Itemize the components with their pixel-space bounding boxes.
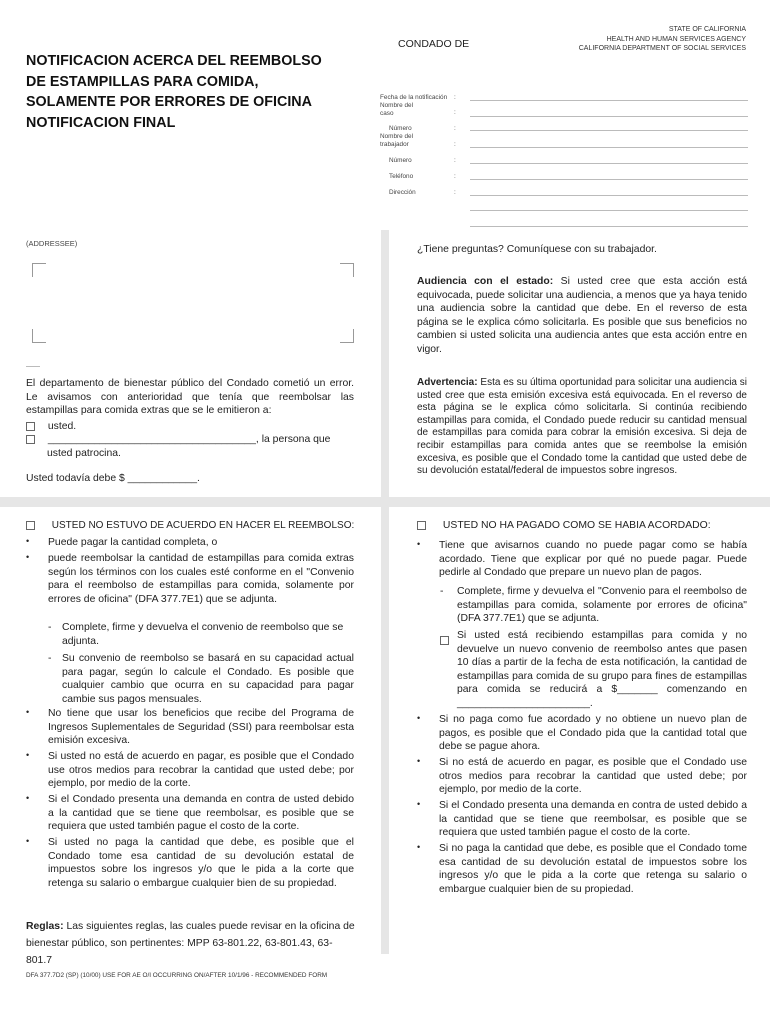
checkbox-reduccion-wrap[interactable] <box>440 632 449 650</box>
audiencia-heading: Audiencia con el estado: <box>417 276 554 287</box>
right-bullet-2: Si no paga como fue acordado y no obtiene un nuevo plan de pagos, es posible que el Condado pida que la cantidad total que debe se pague ahora. <box>439 714 747 753</box>
field-colon: : <box>454 173 456 180</box>
form-footer: DFA 377.7D2 (SP) (10/00) USE FOR AE O/I OCCURRING ON/AFTER 10/1/96 - RECOMMENDED FORM <box>26 972 328 979</box>
field-label: Teléfono <box>389 173 414 180</box>
title-line-1: NOTIFICACION ACERCA DEL REEMBOLSO <box>26 53 322 69</box>
field-nombre-trabajador[interactable] <box>380 133 748 153</box>
condado-label: CONDADO DE <box>398 38 470 50</box>
field-label: Nombre del caso <box>380 102 414 117</box>
right-bullet-5: Si no paga la cantidad que debe, es posible que el Condado tome esa cantidad de su devolución estatal de impuestos sobre los ingresos y/o que le pida a la corte que retenga su salario o embargue cualquier bien de su propiedad. <box>439 843 747 895</box>
right-dash-1: Complete, firme y devuelva el "Convenio para el reembolso de estampillas para comida, solamente por errores de oficina" (DFA 377.7E1) que se adjunta. <box>457 586 747 625</box>
field-colon: : <box>454 141 456 148</box>
right-bullet-1: Tiene que avisarnos cuando no puede pagar como se había acordado. Tiene que explicar por qué no puede pagar. Puede pedirle al Condado que prepare un nuevo plan de pagos. <box>439 540 747 579</box>
left-bullet-6: Si usted no paga la cantidad que debe, es posible que el Condado tome esa cantidad de su devolución estatal de impuestos sobre los ingresos y/o que le pida a la corte que retenga su salario o embargue cualquier bien de su propiedad. <box>48 837 354 889</box>
tick-mark <box>26 366 40 367</box>
audiencia-paragraph <box>417 275 747 357</box>
field-label: Número <box>389 157 412 164</box>
left-bullet-2: puede reembolsar la cantidad de estampillas para comida extras según los términos con los cuales esté conforme en el "Convenio para el reembolso de estampillas para comida, solamente por errores de oficina" (DFA 377.7E1) que se adjunta. <box>48 553 354 605</box>
agency-line-cdss: CALIFORNIA DEPARTMENT OF SOCIAL SERVICES <box>578 45 746 52</box>
usted-debe: Usted todavía debe $ ____________. <box>26 473 200 484</box>
field-label: Fecha de la notificación <box>380 94 448 101</box>
option-persona-cont: usted patrocina. <box>47 448 121 459</box>
bullet-icon: • <box>417 713 421 723</box>
audiencia-text: Si usted cree que esta acción está equivocada, puede solicitar una audiencia, a menos que ya haya tenido una audiencia sobre la cantidad que debe. En el reverso de esta página se le explica cómo solicitarla. Es posible que sus beneficios no cambien si usted solicita una audiencia antes que esta acción entre en vigor. <box>417 276 748 355</box>
checkbox-no-acuerdo[interactable] <box>26 521 35 530</box>
field-telefono[interactable] <box>380 173 748 185</box>
bullet-icon: • <box>417 539 421 549</box>
field-line <box>470 130 748 131</box>
bullet-icon: • <box>26 552 30 562</box>
checkbox-no-pagado[interactable] <box>417 521 426 530</box>
agency-header <box>579 25 746 54</box>
field-label: Número <box>389 125 412 132</box>
agency-line-state: STATE OF CALIFORNIA <box>668 26 746 33</box>
left-dash-2: Su convenio de reembolso se basará en su capacidad actual para pagar, según lo calcule el Condado. Es posible que cualquier cambio que ocurra en su capacidad para pagar cambie sus pagos mensuales. <box>62 653 354 705</box>
bullet-icon: • <box>417 799 421 809</box>
field-nombre-caso[interactable] <box>380 102 748 122</box>
field-colon: : <box>454 94 456 101</box>
field-colon: : <box>454 157 456 164</box>
section-divider <box>0 497 770 507</box>
column-divider <box>381 230 389 954</box>
bullet-icon: • <box>417 756 421 766</box>
advertencia-text: Esta es su última oportunidad para solicitar una audiencia si usted cree que esta emisión excesiva está equivocada. En el reverso de esta página se le explica cómo solicitarla. Si continúa recibiendo estampillas para comida, el Condado puede reducir su cantidad mensual de estampillas para comida para cobrar la emisión excesiva. Si deja de recibir estampillas para comida antes que se reembolse la emisión excesiva, es posible que el Condado tome la cantidad que usted debe de su devolución estatal/federal de impuestos sobre ingresos. <box>417 377 748 477</box>
corner-mark <box>32 263 46 277</box>
departamento-paragraph: El departamento de bienestar público del Condado cometió un error. Le avisamos con anterioridad que tenía que reembolsar las estampillas para comida extras que se le emitieron a: <box>26 378 354 417</box>
bullet-icon: • <box>26 536 30 546</box>
advertencia-paragraph <box>417 377 747 478</box>
address-window <box>32 263 354 343</box>
reglas-text: Las siguientes reglas, las cuales puede revisar en la oficina de bienestar público, son pertinentes: MPP 63-801.22, 63-801.43, 63-801.7 <box>26 921 355 966</box>
field-line <box>470 179 748 180</box>
checkbox-reduccion[interactable] <box>440 636 449 645</box>
bullet-icon: • <box>26 836 30 846</box>
field-colon: : <box>454 125 456 132</box>
dash-icon: - <box>440 586 444 597</box>
field-line <box>470 147 748 148</box>
direccion-line-3 <box>470 226 748 227</box>
reglas-heading: Reglas: <box>26 921 64 932</box>
form-title <box>26 51 356 133</box>
agency-line-hhs: HEALTH AND HUMAN SERVICES AGENCY <box>606 35 746 43</box>
field-label: Nombre del trabajador <box>380 133 414 148</box>
right-checkbox-heading: USTED NO HA PAGADO COMO SE HABIA ACORDADO: <box>442 520 711 531</box>
right-checkbox-reduccion: Si usted está recibiendo estampillas para comida y no devuelve un nuevo convenio de reembolso antes que pasen 10 días a partir de la fecha de esta notificación, la cantidad de estampillas para comida de su grupo para fines de estampillas para comida se reducirá a $_______ comenzando en _______________________. <box>457 630 747 709</box>
option-persona-line: ____________________________________, la persona que <box>47 434 331 445</box>
right-bullet-4: Si el Condado presenta una demanda en contra de usted debido a la cantidad que se tiene que reembolsar, es posible que se requiera que usted también pague el costo de la corte. <box>439 800 747 839</box>
field-label: Dirección <box>389 189 416 196</box>
left-bullet-3: No tiene que usar los beneficios que recibe del Programa de Ingresos Suplementales de Seguridad (SSI) para reembolsar esta emisión excesiva. <box>48 708 354 747</box>
title-line-2: DE ESTAMPILLAS PARA COMIDA, <box>26 73 259 90</box>
reglas-paragraph <box>26 918 356 969</box>
left-dash-1: Complete, firme y devuelva el convenio de reembolso que se adjunta. <box>62 622 344 647</box>
title-line-3: SOLAMENTE POR ERRORES DE OFICINA <box>26 94 312 110</box>
corner-mark <box>32 329 46 343</box>
bullet-icon: • <box>26 707 30 717</box>
field-line <box>470 195 748 196</box>
addressee-label: (ADDRESSEE) <box>26 239 78 248</box>
left-bullet-5: Si el Condado presenta una demanda en contra de usted debido a la cantidad que se tiene que reembolsar, es posible que se requiera que usted también pague el costo de la corte. <box>48 794 354 833</box>
left-checkbox-heading-row[interactable] <box>26 519 356 533</box>
right-bullet-3: Si no está de acuerdo en pagar, es posible que el Condado use otros medios para recobrar la cantidad que usted debe; por ejemplo, por medio de la corte. <box>439 757 747 796</box>
field-line <box>470 116 748 117</box>
title-line-4: NOTIFICACION FINAL <box>26 114 176 131</box>
field-line <box>470 100 748 101</box>
bullet-icon: • <box>417 842 421 852</box>
checkbox-persona[interactable] <box>26 435 35 444</box>
field-colon: : <box>454 109 456 116</box>
preguntas-text: ¿Tiene preguntas? Comuníquese con su trabajador. <box>417 244 657 255</box>
advertencia-heading: Advertencia: <box>417 377 478 388</box>
field-line <box>470 163 748 164</box>
direccion-line-2 <box>470 210 748 211</box>
left-bullet-1: Puede pagar la cantidad completa, o <box>48 537 218 548</box>
dash-icon: - <box>48 622 52 633</box>
left-checkbox-heading: USTED NO ESTUVO DE ACUERDO EN HACER EL REEMBOLSO: <box>51 520 355 531</box>
right-checkbox-heading-row[interactable] <box>417 519 747 533</box>
corner-mark <box>340 329 354 343</box>
dash-icon: - <box>48 653 52 664</box>
field-colon: : <box>454 189 456 196</box>
option-usted-label: usted. <box>47 421 77 432</box>
bullet-icon: • <box>26 750 30 760</box>
checkbox-usted[interactable] <box>26 422 35 431</box>
left-bullet-4: Si usted no está de acuerdo en pagar, es posible que el Condado use otros medios para recobrar la cantidad que usted debe; por ejemplo, por medio de la corte. <box>48 751 354 790</box>
field-numero-trabajador[interactable] <box>380 157 748 169</box>
field-direccion[interactable] <box>380 189 748 201</box>
bullet-icon: • <box>26 793 30 803</box>
corner-mark <box>340 263 354 277</box>
option-persona[interactable] <box>26 433 356 447</box>
option-usted[interactable] <box>26 420 354 434</box>
